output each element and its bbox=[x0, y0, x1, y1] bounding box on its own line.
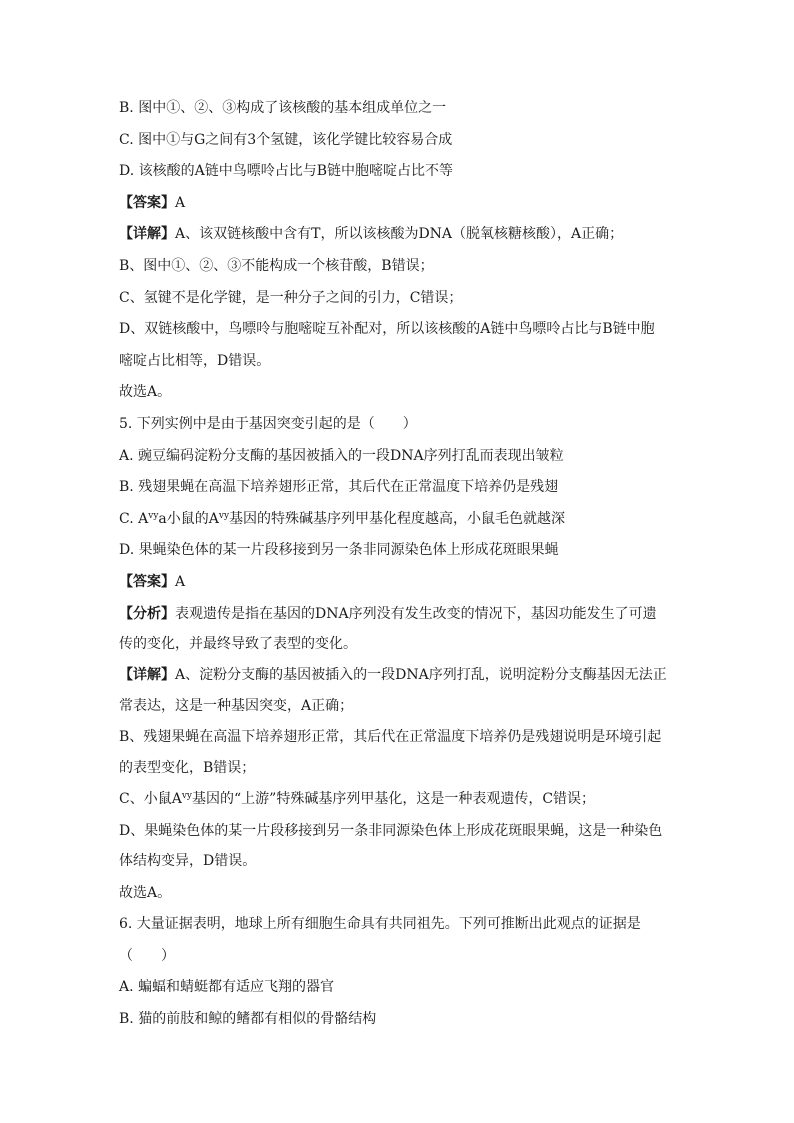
q4-conclusion: 故选A。 bbox=[119, 384, 172, 401]
q5-option-a: A. 豌豆编码淀粉分支酶的基因被插入的一段DNA序列打乱而表现出皱粒 bbox=[119, 447, 564, 464]
q5-option-c: C. $A^{vy}a$小鼠的$A^{vy}$基因的特殊碱基序列甲基化程度越高，小鼠毛色就越深 bbox=[119, 510, 566, 527]
q4-option-d: D. 该核酸的A链中鸟嘌呤占比与B链中胞嘧啶占比不等 bbox=[119, 163, 454, 180]
document-page bbox=[119, 98, 679, 1041]
detail-label: 【详解】 bbox=[119, 226, 175, 243]
detail-label: 【详解】 bbox=[119, 667, 175, 684]
q5-analysis-line-1: 【分析】表观遗传是指在基因的DNA序列没有发生改变的情况下，基因功能发生了可遗 bbox=[119, 605, 657, 622]
q4-detail-line-1: 【详解】A、该双链核酸中含有T，所以该核酸为DNA（脱氧核糖核酸），A正确； bbox=[119, 226, 624, 243]
answer-value: A bbox=[175, 573, 186, 590]
q4-answer bbox=[119, 193, 679, 214]
q5-detail-line-5: C、小鼠$A^{vy}$基因的“上游”特殊碱基序列甲基化，这是一种表观遗传，C错误； bbox=[119, 791, 596, 808]
q6-stem: 6. 大量证据表明，地球上所有细胞生命具有共同祖先。下列可推断出此观点的证据是 bbox=[119, 916, 641, 933]
q4-option-b: B. 图中①、②、③构成了该核酸的基本组成单位之一 bbox=[119, 100, 447, 116]
analysis-label: 【分析】 bbox=[119, 605, 175, 622]
q5-analysis-line-2: 传的变化，并最终导致了表型的变化。 bbox=[119, 635, 357, 652]
q4-detail-line-4: D、双链核酸中，鸟嘌呤与胞嘧啶互补配对，所以该核酸的A链中鸟嘌呤占比与B链中胞 bbox=[119, 321, 655, 338]
q5-detail-line-4: 的表型变化，B错误； bbox=[119, 759, 256, 776]
q5-detail-line-1: 【详解】A、淀粉分支酶的基因被插入的一段DNA序列打乱，说明淀粉分支酶基因无法正 bbox=[119, 667, 667, 684]
q6-option-a: A. 蝙蝠和蜻蜓都有适应飞翔的器官 bbox=[119, 979, 335, 996]
q6-option-b: B. 猫的前肢和鲸的鳍都有相似的骨骼结构 bbox=[119, 1011, 377, 1028]
q4-detail-line-5: 嘧啶占比相等，D错误。 bbox=[119, 352, 271, 369]
q5-option-d: D. 果蝇染色体的某一片段移接到另一条非同源染色体上形成花斑眼果蝇 bbox=[119, 542, 559, 559]
q5-detail-line-7: 体结构变异，D错误。 bbox=[119, 853, 257, 870]
answer-label: 【答案】 bbox=[119, 194, 175, 211]
q5-detail-line-2: 常表达，这是一种基因突变，A正确； bbox=[119, 697, 354, 714]
answer-value: A bbox=[175, 194, 186, 211]
q5-conclusion: 故选A。 bbox=[119, 884, 172, 901]
q4-option-c: C. 图中①与G之间有3个氢键，该化学键比较容易合成 bbox=[119, 131, 453, 148]
q4-detail-line-2: B、图中①、②、③不能构成一个核苷酸，B错误； bbox=[119, 257, 434, 274]
q5-detail-line-3: B、残翅果蝇在高温下培养翅形正常，其后代在正常温度下培养仍是残翅说明是环境引起 bbox=[119, 729, 662, 746]
q4-detail-line-3: C、氢键不是化学键，是一种分子之间的引力，C错误； bbox=[119, 289, 463, 306]
q5-option-b: B. 残翅果蝇在高温下培养翅形正常，其后代在正常温度下培养仍是残翅 bbox=[119, 479, 559, 496]
q5-detail-line-6: D、果蝇染色体的某一片段移接到另一条非同源染色体上形成花斑眼果蝇，这是一种染色 bbox=[119, 822, 663, 839]
q6-stem-paren: （ ） bbox=[119, 947, 175, 964]
q5-stem: 5. 下列实例中是由于基因突变引起的是（ ） bbox=[119, 415, 417, 432]
answer-label: 【答案】 bbox=[119, 573, 175, 590]
q5-answer bbox=[119, 572, 679, 593]
